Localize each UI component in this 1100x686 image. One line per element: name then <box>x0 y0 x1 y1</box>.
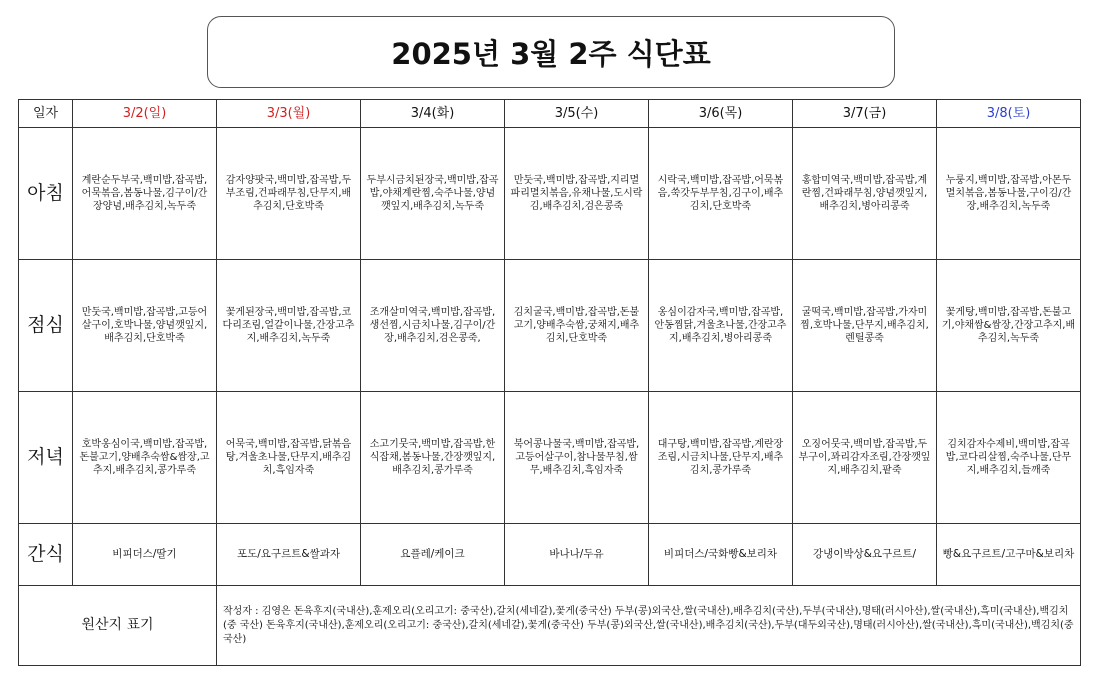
day-header: 3/6(목) <box>649 100 793 128</box>
day-header: 3/5(수) <box>505 100 649 128</box>
meal-plan-body <box>19 100 1081 666</box>
menu-cell: 감자양팟국,백미밥,잡곡밥,두부조림,건파래무침,단무지,배추김치,단호박죽 <box>217 128 361 260</box>
meal-row-breakfast <box>19 128 1081 260</box>
snack-cell: 비피더스/딸기 <box>73 524 217 586</box>
day-header: 3/8(토) <box>937 100 1081 128</box>
origin-label: 원산지 표기 <box>19 586 217 666</box>
menu-cell: 북어콩나물국,백미밥,잡곡밥,고등어살구이,참나물무침,쌈무,배추김치,흑임자죽 <box>505 392 649 524</box>
day-header: 3/7(금) <box>793 100 937 128</box>
menu-cell: 대구탕,백미밥,잡곡밥,계란장조림,시금치나물,단무지,배추김치,콩가루죽 <box>649 392 793 524</box>
menu-cell: 굴떡국,백미밥,잡곡밥,가자미찜,호박나물,단무지,배추김치,렌틸콩죽 <box>793 260 937 392</box>
menu-cell: 만둣국,백미밥,잡곡밥,지리멸파리멸치볶음,유채나물,도시락김,배추김치,검은콩죽 <box>505 128 649 260</box>
menu-cell: 꽃게된장국,백미밥,잡곡밥,코다리조림,얼갈이나물,간장고추지,배추김치,녹두죽 <box>217 260 361 392</box>
snack-cell: 포도/요구르트&쌀과자 <box>217 524 361 586</box>
meal-row-lunch <box>19 260 1081 392</box>
menu-cell: 만둣국,백미밥,잡곡밥,고등어살구이,호박나물,양념깻잎지,배추김치,단호박죽 <box>73 260 217 392</box>
origin-text: 작성자 : 김영은 돈육후지(국내산),훈제오리(오리고기: 중국산),갈치(세네갈),꽃게(중국산) 두부(콩)외국산,쌀(국내산),배추김치(국산),두부(국내산),명태(러시아산),쌀(국내산),흑미(국내산),백김치(중 국산) 돈육후지(국내산),훈제오리(오리고기: 중국산),갈치(세네갈),꽃게(중국산) 두부(콩)외국산,쌀(국내산),배추김치(국산),두부(대두외국산),명태(러시아산),쌀(국내산),흑미(국내산),백김치(중 국산) <box>217 586 1081 666</box>
meal-plan-table <box>18 99 1081 666</box>
snack-cell: 요플레/케이크 <box>361 524 505 586</box>
menu-cell: 계란순두부국,백미밥,잡곡밥,어묵볶음,봄동나물,김구이/간장양념,배추김치,녹두죽 <box>73 128 217 260</box>
snack-cell: 바나나/두유 <box>505 524 649 586</box>
snack-cell: 빵&요구르트/고구마&보리차 <box>937 524 1081 586</box>
day-header: 3/4(화) <box>361 100 505 128</box>
menu-cell: 홍합미역국,백미밥,잡곡밥,계란찜,건파래무침,양념깻잎지,배추김치,병아리콩죽 <box>793 128 937 260</box>
origin-row <box>19 586 1081 666</box>
menu-cell: 김치굴국,백미밥,잡곡밥,돈불고기,양배추숙쌈,궁채지,배추김치,단호박죽 <box>505 260 649 392</box>
header-row <box>19 100 1081 128</box>
menu-cell: 꽃게탕,백미밥,잡곡밥,돈불고기,야채쌈&쌈장,간장고추지,배추김치,녹두죽 <box>937 260 1081 392</box>
menu-cell: 어묵국,백미밥,잡곡밥,닭볶음탕,겨울초나물,단무지,배추김치,흑임자죽 <box>217 392 361 524</box>
day-header: 3/3(월) <box>217 100 361 128</box>
menu-cell: 오징어뭇국,백미밥,잡곡밥,두부구이,꽈리감자조림,간장깻잎지,배추김치,팥죽 <box>793 392 937 524</box>
menu-cell: 시락국,백미밥,잡곡밥,어묵볶음,쑥갓두부무침,김구이,배추김치,단호박죽 <box>649 128 793 260</box>
page-title: 2025년 3월 2주 식단표 <box>207 16 895 88</box>
meal-label: 아침 <box>19 128 73 260</box>
menu-cell: 누룽지,백미밥,잡곡밥,아몬두멸치볶음,봄동나물,구이김/간장,배추김치,녹두죽 <box>937 128 1081 260</box>
snack-cell: 비피더스/국화빵&보리차 <box>649 524 793 586</box>
menu-cell: 조개살미역국,백미밥,잡곡밥,생선찜,시금치나물,김구이/간장,배추김치,검은콩죽, <box>361 260 505 392</box>
meal-row-dinner <box>19 392 1081 524</box>
menu-cell: 두부시금치된장국,백미밥,잡곡밥,야채계란찜,숙주나물,양념깻잎지,배추김치,녹두죽 <box>361 128 505 260</box>
menu-cell: 김치감자수제비,백미밥,잡곡밥,코다리살찜,숙주나물,단무지,배추김치,들깨죽 <box>937 392 1081 524</box>
meal-row-snack <box>19 524 1081 586</box>
menu-cell: 소고기뭇국,백미밥,잡곡밥,한식잡채,봄동나물,간장깻잎지,배추김치,콩가루죽 <box>361 392 505 524</box>
menu-cell: 호박옹심이국,백미밥,잡곡밥,돈불고기,양배추숙쌈&쌈장,고추지,배추김치,콩가루죽 <box>73 392 217 524</box>
meal-label: 점심 <box>19 260 73 392</box>
meal-label: 간식 <box>19 524 73 586</box>
snack-cell: 강냉이박상&요구르트/ <box>793 524 937 586</box>
date-label: 일자 <box>19 100 73 128</box>
day-header: 3/2(일) <box>73 100 217 128</box>
meal-label: 저녁 <box>19 392 73 524</box>
menu-cell: 옹심이감자국,백미밥,잡곡밥,안동찜닭,겨울초나물,간장고추지,배추김치,병아리콩죽 <box>649 260 793 392</box>
